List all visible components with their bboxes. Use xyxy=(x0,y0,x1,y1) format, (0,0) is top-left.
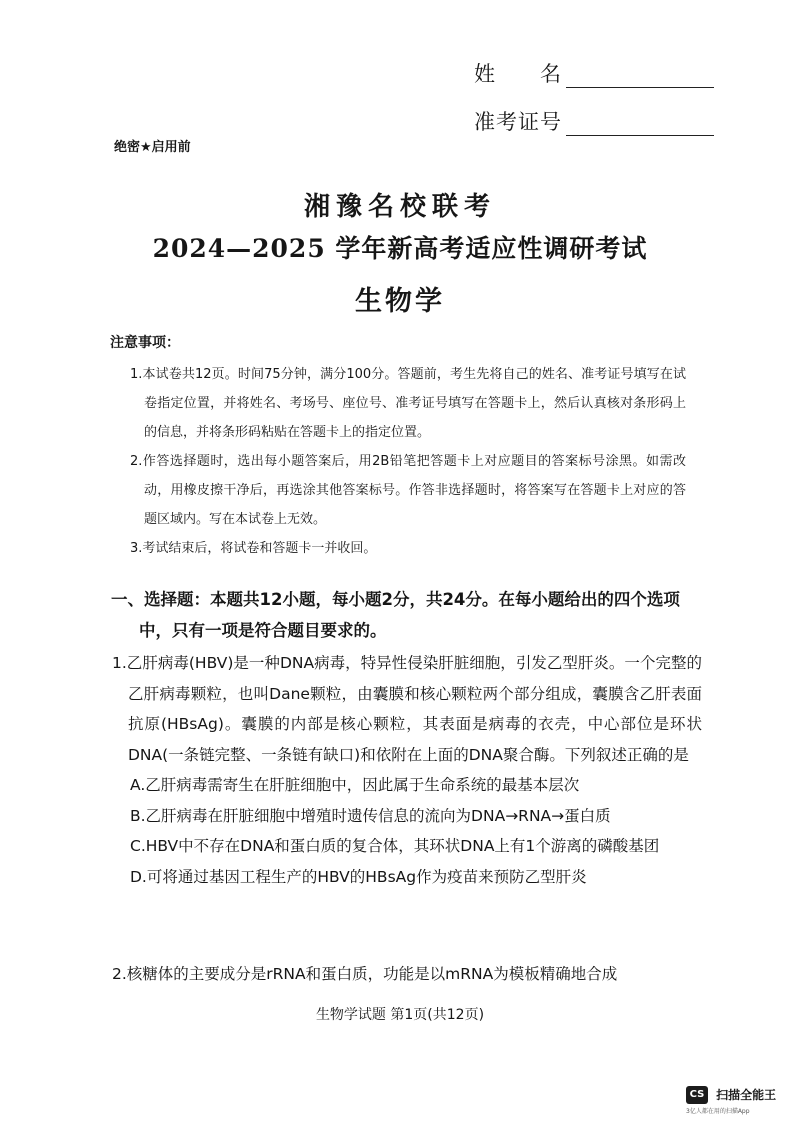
section-heading-line1: 一、选择题：本题共12小题，每小题2分，共24分。在每小题给出的四个选项 xyxy=(111,590,680,609)
question-1-option-d: D.可将通过基因工程生产的HBV的HBsAg作为疫苗来预防乙型肝炎 xyxy=(130,867,587,886)
subject-title: 生物学 xyxy=(355,286,445,317)
scanner-watermark xyxy=(686,1084,796,1115)
name-label: 姓 名 xyxy=(474,62,562,86)
question-1-stem: 1.乙肝病毒(HBV)是一种DNA病毒，特异性侵染肝脏细胞，引发乙型肝炎。一个完整的乙肝病毒颗粒，也叫Dane颗粒，由囊膜和核心颗粒两个部分组成，囊膜含乙肝表面抗原(HBsAg)。囊膜的内部是核心颗粒，其表面是病毒的衣壳，中心部位是环状DNA(一条链完整、一条链有缺口)和依附在上面的DNA聚合酶。下列叙述正确的是 xyxy=(112,654,702,764)
section-heading-line2: 中，只有一项是符合题目要求的。 xyxy=(139,621,387,640)
confidential-mark: 绝密★启用前 xyxy=(114,140,191,155)
name-blank xyxy=(566,61,714,88)
section-heading xyxy=(111,584,711,646)
page-footer: 生物学试题 第1页(共12页) xyxy=(315,1007,485,1023)
note-item: 1.本试卷共12页。时间75分钟，满分100分。答题前，考生先将自己的姓名、准考证号填写在试卷指定位置，并将姓名、考场号、座位号、准考证号填写在答题卡上，然后认真核对条形码上的信息，并将条形码粘贴在答题卡上的指定位置。 xyxy=(130,367,686,440)
question-1-option-b: B.乙肝病毒在肝脏细胞中增殖时遗传信息的流向为DNA→RNA→蛋白质 xyxy=(130,806,611,825)
scanner-name: 扫描全能王 xyxy=(716,1088,777,1102)
question-2-stem: 2.核糖体的主要成分是rRNA和蛋白质，功能是以mRNA为模板精确地合成 xyxy=(112,965,618,983)
scanner-logo-icon: CS xyxy=(686,1086,708,1104)
id-field-row xyxy=(474,96,714,136)
notes-list xyxy=(130,360,686,563)
note-item: 2.作答选择题时，选出每小题答案后，用2B铅笔把答题卡上对应题目的答案标号涂黑。如需改动，用橡皮擦干净后，再选涂其他答案标号。作答非选择题时，将答案写在答题卡上对应的答题区域内。写在本试卷上无效。 xyxy=(130,454,686,527)
candidate-fields xyxy=(474,48,714,144)
exam-id-blank xyxy=(566,109,714,136)
scanner-tagline: 3亿人都在用的扫描App xyxy=(686,1107,750,1115)
question-1-option-c: C.HBV中不存在DNA和蛋白质的复合体，其环状DNA上有1个游离的磷酸基团 xyxy=(130,837,660,855)
exam-name-title: 2024—2025 学年新高考适应性调研考试 xyxy=(152,234,648,263)
notes-heading: 注意事项： xyxy=(110,335,180,351)
question-1 xyxy=(112,648,702,892)
exam-id-label: 准考证号 xyxy=(474,110,562,134)
name-field-row xyxy=(474,48,714,88)
question-1-option-a: A.乙肝病毒需寄生在肝脏细胞中，因此属于生命系统的最基本层次 xyxy=(130,776,580,794)
note-item: 3.考试结束后，将试卷和答题卡一并收回。 xyxy=(130,541,377,556)
exam-org-title: 湘豫名校联考 xyxy=(303,192,496,222)
